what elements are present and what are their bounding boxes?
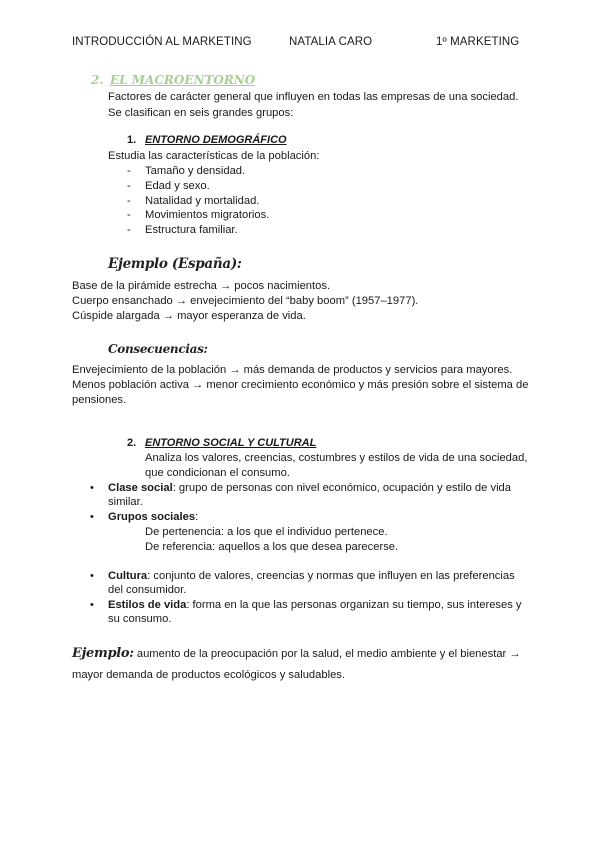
- social-title: ENTORNO SOCIAL Y CULTURAL: [145, 437, 317, 449]
- social-example-text: aumento de la preocupación por la salud, el medio ambiente y el bienestar →: [133, 648, 521, 660]
- example-line: Cuerpo ensanchado → envejecimiento del “baby boom” (1957–1977).: [72, 295, 419, 307]
- clase-social-text: : grupo de personas con nivel económico, ocupación y estilo de vida: [172, 482, 512, 494]
- demografico-title: ENTORNO DEMOGRÁFICO: [145, 134, 287, 146]
- clase-social-line1: [108, 481, 511, 495]
- consequences-title: Consecuencias:: [108, 342, 208, 356]
- social-number: 2.: [127, 437, 137, 449]
- example-spain-title: Ejemplo (España):: [108, 256, 242, 272]
- grupos-sociales-colon: :: [195, 511, 199, 523]
- dash-marker: -: [127, 224, 131, 236]
- social-example-line2: mayor demanda de productos ecológicos y saludables.: [72, 669, 346, 681]
- estilos-label: Estilos de vida: [108, 599, 187, 611]
- consequence-line: pensiones.: [72, 394, 127, 406]
- bullet-marker: •: [90, 570, 94, 582]
- dash-marker: -: [127, 209, 131, 221]
- dash-marker: -: [127, 180, 131, 192]
- demografico-number: 1.: [127, 134, 137, 146]
- list-item: Tamaño y densidad.: [145, 165, 246, 177]
- example-line: Cúspide alargada → mayor esperanza de vida.: [72, 310, 306, 322]
- header-course: INTRODUCCIÓN AL MARKETING: [72, 36, 252, 48]
- consequence-line: Menos población activa → menor crecimiento económico y más presión sobre el sistema de: [72, 379, 529, 391]
- header-author: NATALIA CARO: [289, 36, 373, 48]
- social-example-title: Ejemplo:: [72, 646, 134, 661]
- grupos-sub-pertenencia: De pertenencia: a los que el individuo pertenece.: [145, 526, 388, 538]
- section-title: EL MACROENTORNO: [110, 73, 256, 87]
- grupos-sub-referencia: De referencia: aquellos a los que desea parecerse.: [145, 541, 399, 553]
- cultura-label: Cultura: [108, 570, 148, 582]
- bullet-marker: •: [90, 511, 94, 523]
- list-item: Movimientos migratorios.: [145, 209, 270, 221]
- grupos-sociales-label: Grupos sociales: [108, 511, 196, 523]
- grupos-sociales-line: [108, 510, 198, 524]
- estilos-line1: [108, 598, 522, 612]
- cultura-line1: [108, 569, 515, 583]
- dash-marker: -: [127, 195, 131, 207]
- list-item: Edad y sexo.: [145, 180, 210, 192]
- social-intro-line2: que condicionan el consumo.: [145, 467, 290, 479]
- example-line: Base de la pirámide estrecha → pocos nacimientos.: [72, 280, 331, 292]
- section-number: 2.: [91, 73, 104, 87]
- section-intro-line2: Se clasifican en seis grandes grupos:: [108, 107, 294, 119]
- cultura-text: : conjunto de valores, creencias y normas que influyen en las preferencias: [147, 570, 515, 582]
- header-grade: 1º MARKETING: [436, 36, 520, 48]
- estilos-line2: su consumo.: [108, 613, 172, 625]
- dash-marker: -: [127, 165, 131, 177]
- consequence-line: Envejecimiento de la población → más demanda de productos y servicios para mayores.: [72, 364, 513, 376]
- estilos-text: : forma en la que las personas organizan su tiempo, sus intereses y: [186, 599, 522, 611]
- social-example-line1: [72, 646, 521, 662]
- clase-social-label: Clase social: [108, 482, 173, 494]
- bullet-marker: •: [90, 482, 94, 494]
- cultura-line2: del consumidor.: [108, 584, 187, 596]
- list-item: Natalidad y mortalidad.: [145, 195, 260, 207]
- list-item: Estructura familiar.: [145, 224, 238, 236]
- section-intro-line1: Factores de carácter general que influyen en todas las empresas de una sociedad.: [108, 91, 519, 103]
- clase-social-line2: similar.: [108, 496, 143, 508]
- demografico-intro: Estudia las características de la población:: [108, 150, 320, 162]
- bullet-marker: •: [90, 599, 94, 611]
- social-intro-line1: Analiza los valores, creencias, costumbres y estilos de vida de una sociedad,: [145, 452, 528, 464]
